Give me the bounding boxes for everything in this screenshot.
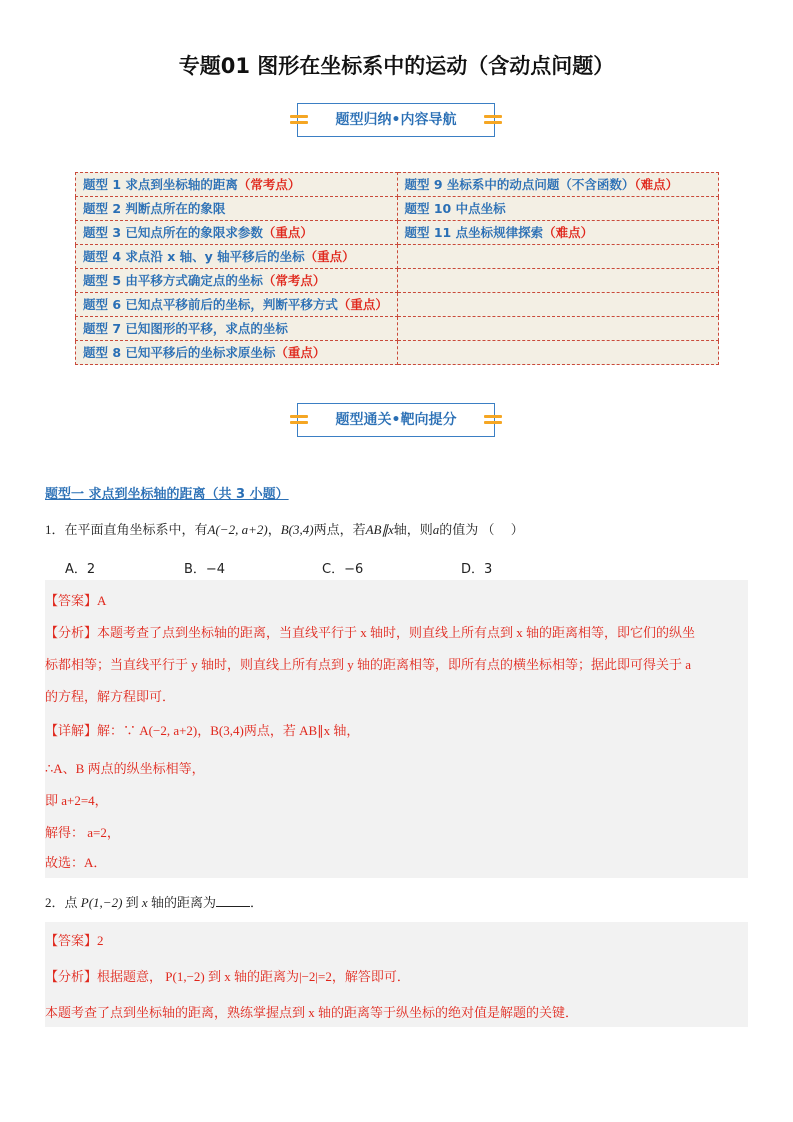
topic-cell-left (76, 221, 398, 245)
topic-row (76, 173, 719, 197)
topic-label: 题型 11 点坐标规律探索 (404, 225, 544, 240)
topic-label: 题型 5 由平移方式确定点的坐标 (83, 273, 263, 288)
analysis-line: 本题考查了点到坐标轴的距离，熟练掌握点到 x 轴的距离等于纵坐标的绝对值是解题的关键． (45, 1005, 579, 1020)
banner-decoration-icon (290, 413, 308, 427)
analysis-line: 标都相等；当直线平行于 y 轴时，则直线上所有点到 y 轴的距离相等，即所有点的横坐标相等；据此即可得关于 a (45, 657, 692, 672)
detail-line: 即 a+2=4， (45, 793, 108, 808)
topic-row (76, 293, 719, 317)
topic-label: 题型 8 已知平移后的坐标求原坐标 (83, 345, 276, 360)
topic-cell-right (397, 293, 719, 317)
detail-line: 故选：A． (45, 855, 107, 870)
topic-label: 题型 3 已知点所在的象限求参数 (83, 225, 263, 240)
topic-cell-right (397, 221, 719, 245)
detail-line: 解得： a=2， (45, 825, 120, 840)
topic-tag: （难点） (543, 225, 594, 240)
topic-table (75, 172, 719, 365)
option-d: D．3 (461, 562, 493, 577)
topic-row (76, 197, 719, 221)
answer-box-1 (45, 580, 748, 878)
detail-line: 【详解】解：∵ A(−2, a+2)，B(3,4)两点，若 AB∥x 轴， (45, 723, 360, 739)
analysis-line: 【分析】本题考查了点到坐标轴的距离，当直线平行于 x 轴时，则直线上所有点到 x 轴的距离相等，即它们的纵坐 (45, 625, 696, 641)
detail-line: ∴A、B 两点的纵坐标相等， (45, 761, 205, 776)
analysis-line: 的方程，解方程即可． (45, 689, 176, 704)
banner-decoration-icon (484, 413, 502, 427)
topic-cell-left (76, 341, 398, 365)
answer-box-2 (45, 922, 748, 1027)
toc-banner (297, 103, 495, 137)
topic-label: 题型 2 判断点所在的象限 (83, 201, 226, 216)
topic-label: 题型 9 坐标系中的动点问题（不含函数） (404, 177, 635, 192)
topic-cell-right (397, 269, 719, 293)
topic-cell-left (76, 173, 398, 197)
topic-cell-right (397, 317, 719, 341)
topic-tag: （常考点） (262, 273, 326, 288)
question-2: 2．点 P(1,−2) 到 x 轴的距离为 ． (45, 895, 263, 910)
topic-label: 题型 4 求点沿 x 轴、y 轴平移后的坐标 (83, 249, 305, 264)
topic-row (76, 245, 719, 269)
topic-label: 题型 6 已知点平移前后的坐标，判断平移方式 (83, 297, 338, 312)
topic-cell-left (76, 293, 398, 317)
topic-cell-left (76, 269, 398, 293)
topic-cell-right (397, 341, 719, 365)
answer-blank (216, 894, 250, 907)
banner-decoration-icon (484, 113, 502, 127)
page-title: 专题01 图形在坐标系中的运动（含动点问题） (178, 54, 615, 78)
topic-tag: （重点） (262, 225, 313, 240)
topic-tag: （常考点） (237, 177, 301, 192)
option-b: B．−4 (184, 562, 226, 577)
topic-row (76, 317, 719, 341)
section-heading: 题型一 求点到坐标轴的距离（共 3 小题） (45, 487, 289, 502)
question-1: 1．在平面直角坐标系中，有A(−2, a+2)，B(3,4)两点，若AB∥x轴，则a的值为 （ ） (45, 522, 524, 537)
topic-row (76, 221, 719, 245)
topic-label: 题型 10 中点坐标 (404, 201, 506, 216)
banner-label: 题型通关•靶向提分 (335, 412, 457, 428)
topic-tag: （难点） (634, 177, 679, 192)
topic-label: 题型 1 求点到坐标轴的距离 (83, 177, 238, 192)
topic-cell-left (76, 197, 398, 221)
analysis-line: 【分析】根据题意， P(1,−2) 到 x 轴的距离为|−2|=2，解答即可． (45, 969, 410, 985)
option-a: A．2 (65, 562, 96, 577)
practice-banner (297, 403, 495, 437)
topic-cell-right (397, 245, 719, 269)
banner-decoration-icon (290, 113, 308, 127)
topic-cell-left (76, 317, 398, 341)
answer-line: 【答案】2 (45, 933, 104, 949)
topic-row (76, 341, 719, 365)
topic-tag: （重点） (275, 345, 326, 360)
topic-row (76, 269, 719, 293)
topic-tag: （重点） (304, 249, 355, 264)
option-c: C．−6 (322, 562, 364, 577)
topic-cell-right (397, 197, 719, 221)
answer-line: 【答案】A (45, 593, 107, 609)
topic-cell-left (76, 245, 398, 269)
topic-cell-right (397, 173, 719, 197)
topic-label: 题型 7 已知图形的平移，求点的坐标 (83, 321, 288, 336)
topic-tag: （重点） (337, 297, 388, 312)
banner-label: 题型归纳•内容导航 (335, 112, 457, 128)
